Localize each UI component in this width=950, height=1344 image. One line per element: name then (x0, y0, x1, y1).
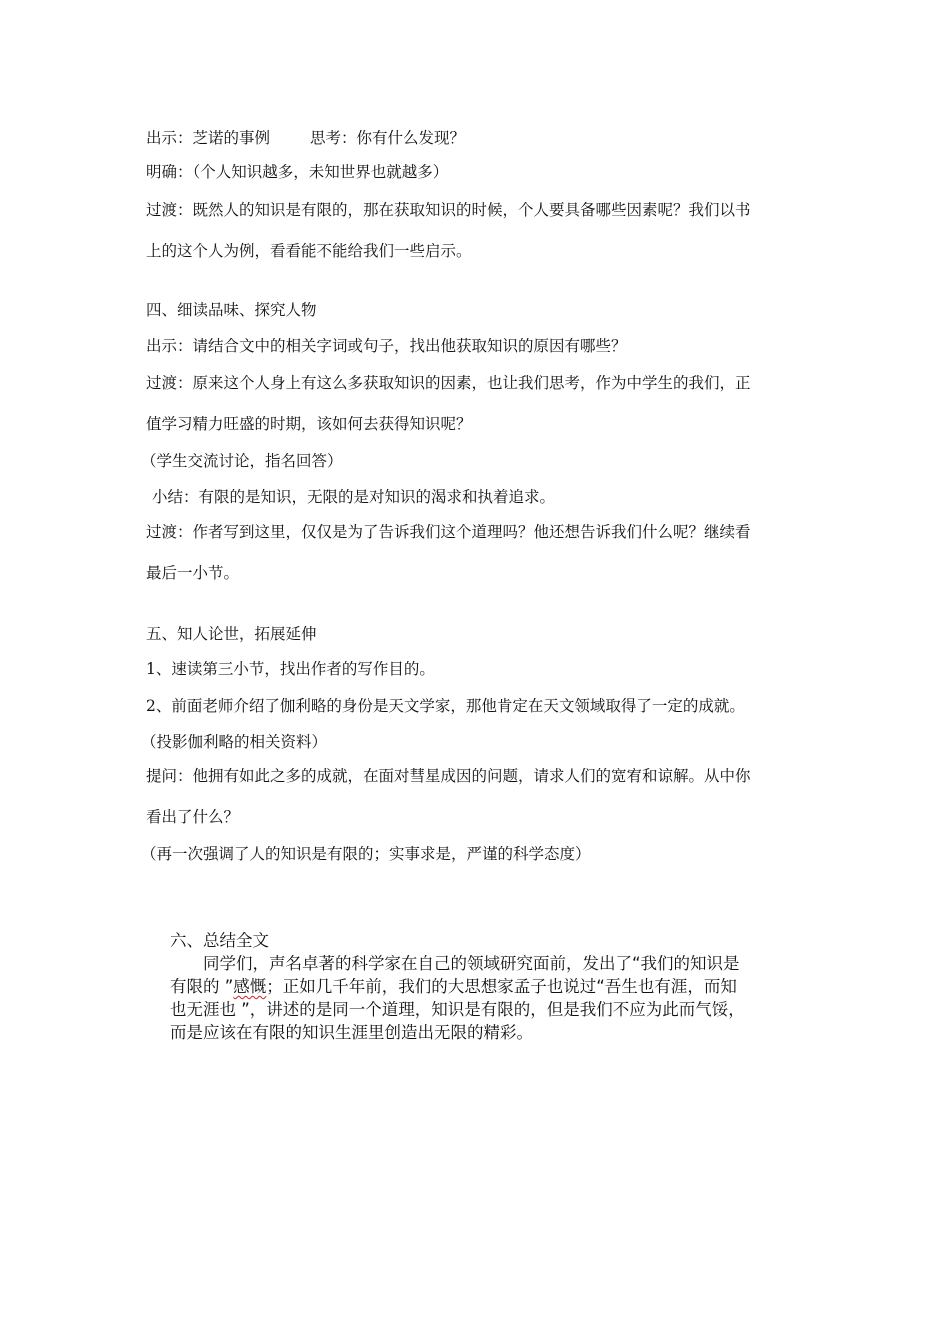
list-item-2: 2、前面老师介绍了伽利略的身份是天文学家，那他肯定在天文领域取得了一定的成就。 (146, 697, 745, 715)
transition-line-1a: 过渡：既然人的知识是有限的，那在获取知识的时候，个人要具备哪些因素呢？我们以书 (146, 201, 751, 219)
spellcheck-marked-word: 感慨 (233, 977, 267, 996)
list-item-1: 1、速读第三小节，找出作者的写作目的。 (146, 660, 435, 678)
think-text: 思考：你有什么发现？ (310, 129, 466, 147)
summary-paragraph-line-2 (170, 976, 737, 998)
summary-paragraph-line-3: 也无涯也 ”，讲述的是同一个道理，知识是有限的，但是我们不应为此而气馁， (170, 1000, 745, 1019)
para-2-post: ；正如几千年前，我们的大思想家孟子也说过“吾生也有涯，而知 (266, 977, 737, 996)
section-five-heading: 五、知人论世，拓展延伸 (146, 625, 317, 643)
transition-line-4d: 最后一小节。 (146, 564, 240, 582)
show-line-4: 出示：请结合文中的相关字词或句子，找出他获取知识的原因有哪些？ (146, 337, 627, 355)
discussion-note: （学生交流讨论，指名回答） (141, 452, 343, 470)
section-four-heading: 四、细读品味、探究人物 (146, 301, 317, 319)
show-case-text: 出示：芝诺的事例 (146, 129, 271, 147)
transition-line-4a: 过渡：原来这个人身上有这么多获取知识的因素，也让我们思考，作为中学生的我们，正 (146, 374, 751, 392)
projection-note: （投影伽利略的相关资料） (141, 733, 328, 751)
para-2-pre: 有限的 ” (170, 977, 234, 996)
summary-paragraph-line-1: 同学们，声名卓著的科学家在自己的领域研究面前，发出了“我们的知识是 (203, 954, 740, 973)
question-line-b: 看出了什么？ (146, 808, 240, 826)
transition-line-1b: 上的这个人为例，看看能不能给我们一些启示。 (146, 242, 472, 260)
summary-paragraph-line-4: 而是应该在有限的知识生涯里创造出无限的精彩。 (170, 1023, 533, 1042)
transition-line-4c: 过渡：作者写到这里，仅仅是为了告诉我们这个道理吗？他还想告诉我们什么呢？继续看 (146, 523, 751, 541)
question-line-a: 提问：他拥有如此之多的成就，在面对彗星成因的问题，请求人们的宽宥和谅解。从中你 (146, 767, 751, 785)
show-case-line (146, 128, 465, 148)
clarify-line: 明确：（个人知识越多，未知世界也就越多） (146, 163, 449, 181)
answer-note: （再一次强调了人的知识是有限的；实事求是，严谨的科学态度） (141, 845, 591, 863)
section-six-heading: 六、总结全文 (170, 931, 269, 950)
transition-line-4b: 值学习精力旺盛的时期，该如何去获得知识呢？ (146, 415, 472, 433)
summary-line: 小结：有限的是知识，无限的是对知识的渴求和执着追求。 (152, 488, 556, 506)
